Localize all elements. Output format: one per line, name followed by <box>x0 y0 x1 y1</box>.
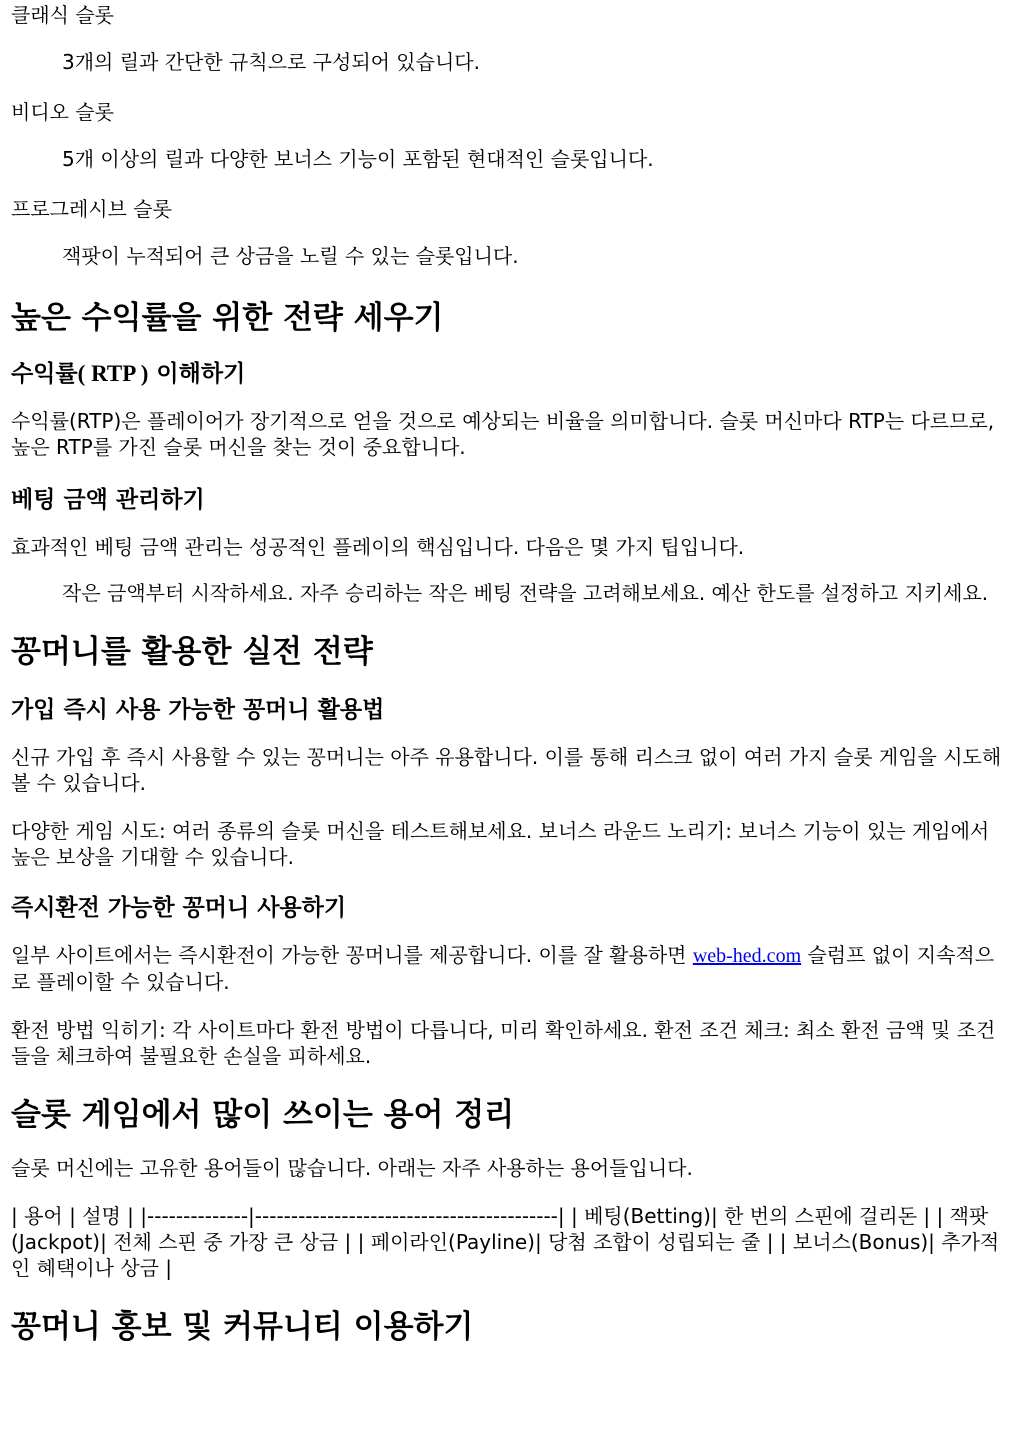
terms-intro: 슬롯 머신에는 고유한 용어들이 많습니다. 아래는 자주 사용하는 용어들입니다. <box>11 1156 693 1180</box>
slot-type-list <box>11 0 1013 269</box>
rtp-heading-en: ( RTP ) <box>77 361 149 386</box>
exchange-heading: 즉시환전 가능한 꽁머니 사용하기 <box>11 895 347 921</box>
betting-paragraph: 효과적인 베팅 금액 관리는 성공적인 플레이의 핵심입니다. 다음은 몇 가지 팁입니다. <box>11 535 745 559</box>
betting-tips: 작은 금액부터 시작하세요. 자주 승리하는 작은 베팅 전략을 고려해보세요. 예산 한도를 설정하고 지키세요. <box>62 581 989 605</box>
rtp-heading <box>11 360 1013 388</box>
exchange-paragraph-before: 일부 사이트에서는 즉시환전이 가능한 꽁머니를 제공합니다. 이를 잘 활용하면 <box>11 943 693 967</box>
slot-type-term: 클래식 슬롯 <box>11 3 114 27</box>
signup-tips: 다양한 게임 시도: 여러 종류의 슬롯 머신을 테스트해보세요. 보너스 라운드 노리기: 보너스 기능이 있는 게임에서 높은 보상을 기대할 수 있습니다. <box>11 819 990 869</box>
betting-heading: 베팅 금액 관리하기 <box>11 487 205 513</box>
site-link[interactable]: web-hed.com <box>692 945 802 967</box>
exchange-tips: 환전 방법 익히기: 각 사이트마다 환전 방법이 다릅니다, 미리 확인하세요. 환전 조건 체크: 최소 환전 금액 및 조건들을 체크하여 불필요한 손실을 피하세요. <box>11 1018 996 1068</box>
rtp-heading-ko: 수익률 <box>11 361 78 387</box>
signup-heading: 가입 즉시 사용 가능한 꽁머니 활용법 <box>11 697 385 723</box>
section-heading-terms: 슬롯 게임에서 많이 쓰이는 용어 정리 <box>11 1097 515 1133</box>
slot-type-desc: 5개 이상의 릴과 다양한 보너스 기능이 포함된 현대적인 슬롯입니다. <box>62 147 654 171</box>
exchange-paragraph-after: 슬럼프 없이 지속적으로 플레이할 수 있습니다. <box>11 943 995 994</box>
section-heading-strategy: 높은 수익률을 위한 전략 세우기 <box>11 300 444 336</box>
slot-type-desc: 3개의 릴과 간단한 규칙으로 구성되어 있습니다. <box>62 50 480 74</box>
slot-type-desc: 잭팟이 누적되어 큰 상금을 노릴 수 있는 슬롯입니다. <box>62 244 519 268</box>
slot-type-term: 프로그레시브 슬롯 <box>11 197 172 221</box>
signup-paragraph: 신규 가입 후 즉시 사용할 수 있는 꽁머니는 아주 유용합니다. 이를 통해 리스크 없이 여러 가지 슬롯 게임을 시도해볼 수 있습니다. <box>11 745 1002 795</box>
rtp-paragraph: 수익률(RTP)은 플레이어가 장기적으로 얻을 것으로 예상되는 비율을 의미합니다. 슬롯 머신마다 RTP는 다르므로, 높은 RTP를 가진 슬롯 머신을 찾는 것이 중요합니다. <box>11 409 995 459</box>
section-heading-community: 꽁머니 홍보 및 커뮤니티 이용하기 <box>11 1309 474 1345</box>
exchange-paragraph <box>11 942 1013 995</box>
article-body <box>11 0 1013 1345</box>
slot-type-term: 비디오 슬롯 <box>11 100 114 124</box>
rtp-heading-tail: 이해하기 <box>156 361 246 387</box>
section-heading-bonus: 꽁머니를 활용한 실전 전략 <box>11 634 373 670</box>
terms-raw-table: | 용어 | 설명 | |--------------|------------------------------------------| | 베팅(Betting)| 한 번의 스핀에 걸리돈 | | 잭팟(Jackpot)| 전체 스핀 중 가장 큰 상금 | | 페이라인(Payline)| 당첨 조합이 성립되는 줄 | | 보너스(Bonus)| 추가적인 혜택이나 상금 | <box>11 1204 1000 1280</box>
